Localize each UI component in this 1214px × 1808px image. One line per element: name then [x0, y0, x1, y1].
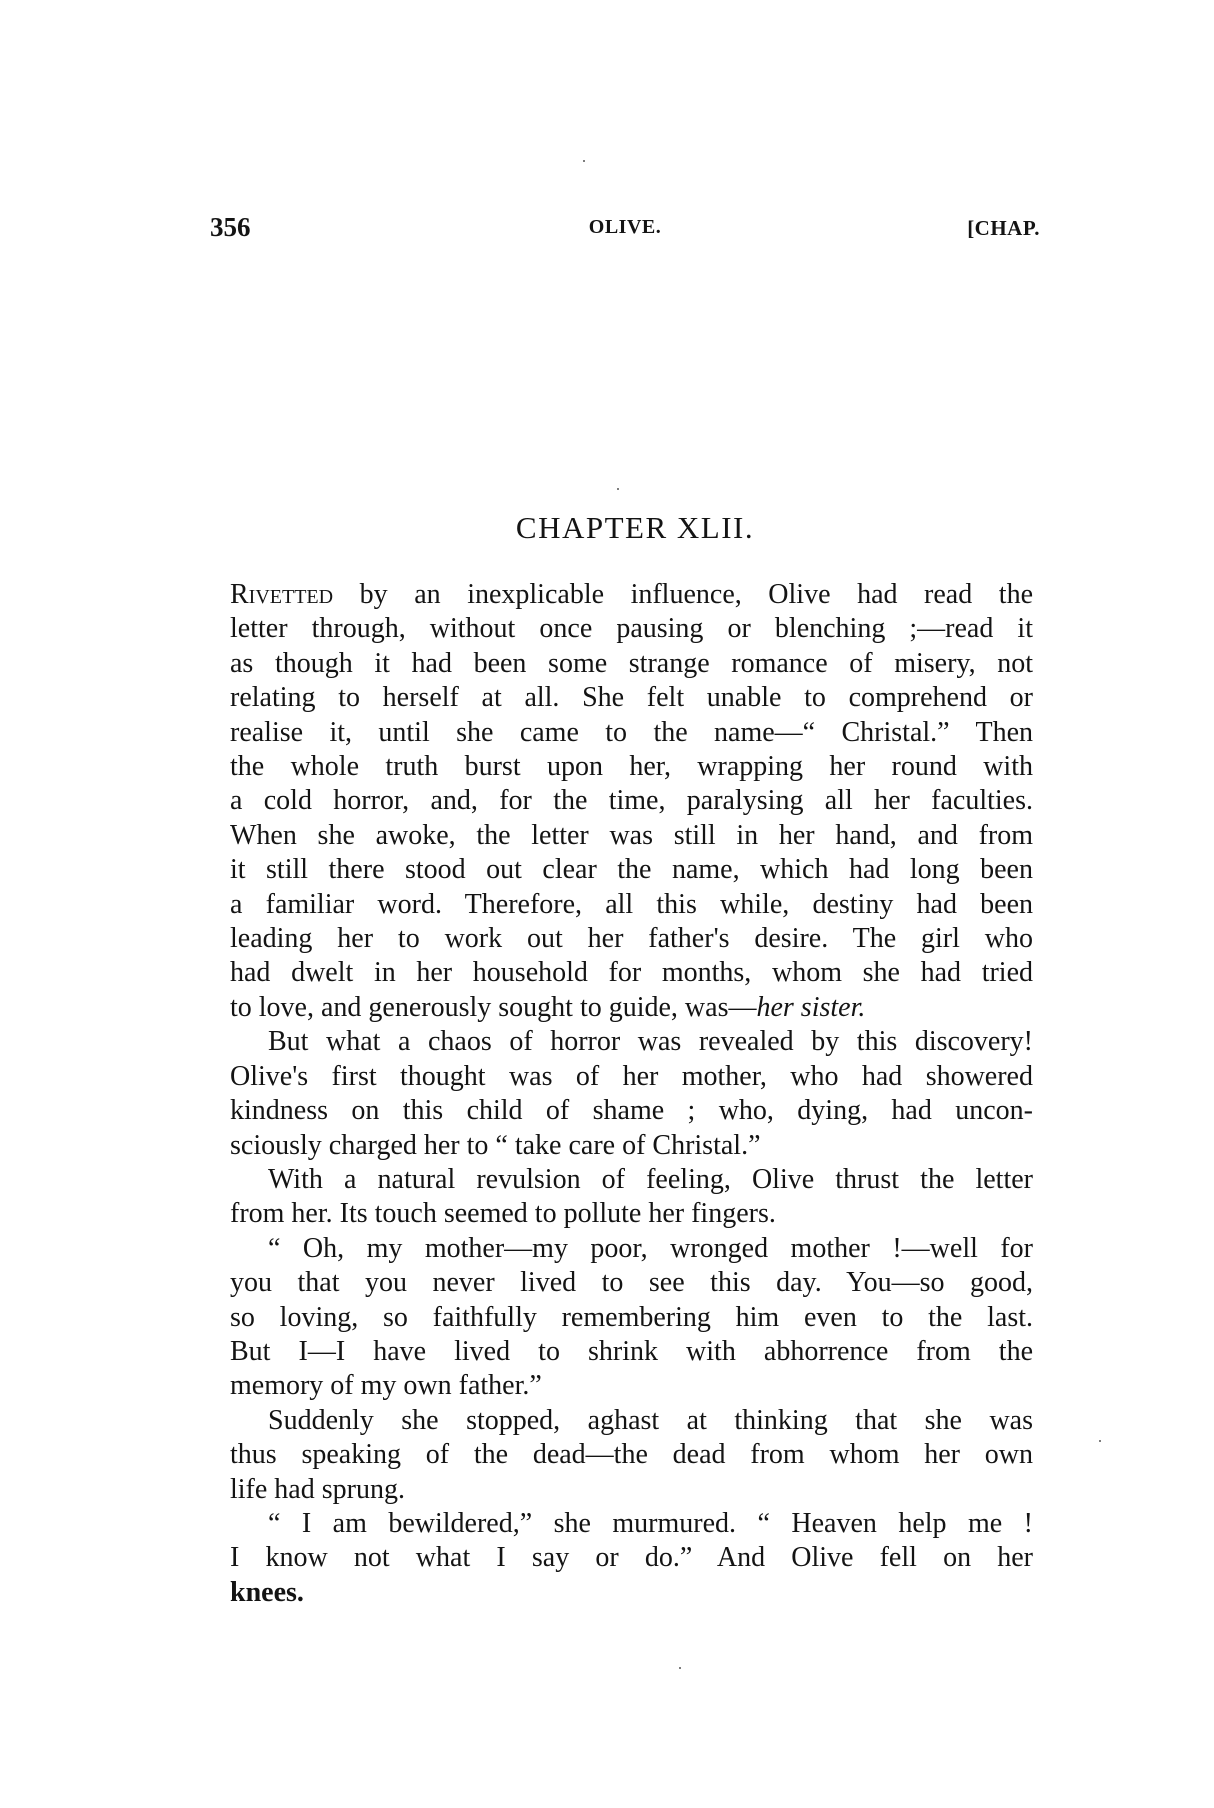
text-line: leading her to work out her father's desire. The girl who	[230, 923, 1033, 955]
text-line: “ Oh, my mother—my poor, wronged mother !—well for	[268, 1232, 1033, 1264]
opening-word: Rivetted	[230, 579, 334, 610]
text-line: But what a chaos of horror was revealed by this discovery!	[268, 1026, 1033, 1058]
text-line: “ I am bewildered,” she murmured. “ Heaven help me !	[268, 1507, 1033, 1539]
text-line: With a natural revulsion of feeling, Olive thrust the letter	[268, 1163, 1033, 1195]
page-number: 356	[210, 212, 251, 242]
paragraph-4	[230, 1232, 1033, 1404]
text-line: it still there stood out clear the name, which had long been	[230, 854, 1033, 886]
text-line: But I—I have lived to shrink with abhorrence from the	[230, 1335, 1033, 1367]
paragraph-6	[230, 1507, 1033, 1610]
print-speck	[679, 1667, 681, 1669]
paragraph-1	[230, 578, 1033, 1025]
running-head	[210, 212, 1040, 252]
running-chapter-mark: [CHAP.	[967, 216, 1040, 240]
paragraph-3	[230, 1163, 1033, 1232]
body-text	[230, 578, 1033, 1610]
text-line: had dwelt in her household for months, whom she had tried	[230, 957, 1033, 989]
paragraph-5	[230, 1404, 1033, 1507]
text-line: letter through, without once pausing or blenching ;—read it	[230, 613, 1033, 645]
text-line: as though it had been some strange romance of misery, not	[230, 647, 1033, 679]
text-line: life had sprung.	[230, 1473, 405, 1505]
text-line: from her. Its touch seemed to pollute her fingers.	[230, 1198, 776, 1230]
text-line: a cold horror, and, for the time, paralysing all her faculties.	[230, 785, 1033, 817]
text-line: kindness on this child of shame ; who, dying, had uncon-	[230, 1095, 1033, 1127]
print-speck	[617, 488, 619, 490]
print-speck	[1099, 1440, 1101, 1442]
text-line: to love, and generously sought to guide, was—her sister.	[230, 991, 866, 1023]
text-line: Rivetted by an inexplicable influence, Olive had read the	[230, 579, 1033, 610]
text-line: knees.	[230, 1576, 304, 1608]
text-line: Suddenly she stopped, aghast at thinking that she was	[268, 1404, 1033, 1436]
text-line: you that you never lived to see this day. You—so good,	[230, 1267, 1033, 1299]
chapter-heading: CHAPTER XLII.	[515, 510, 755, 545]
text-line: Olive's first thought was of her mother, who had showered	[230, 1060, 1033, 1092]
text-line: thus speaking of the dead—the dead from whom her own	[230, 1439, 1033, 1471]
text-line: sciously charged her to “ take care of Christal.”	[230, 1129, 761, 1161]
text-line: a familiar word. Therefore, all this while, destiny had been	[230, 888, 1033, 920]
text-line: so loving, so faithfully remembering him even to the last.	[230, 1301, 1033, 1333]
running-title: OLIVE.	[588, 216, 662, 238]
text-line: realise it, until she came to the name—“ Christal.” Then	[230, 716, 1033, 748]
text-line: I know not what I say or do.” And Olive fell on her	[230, 1542, 1033, 1574]
text-line: relating to herself at all. She felt unable to comprehend or	[230, 682, 1033, 714]
emphasis: her sister.	[756, 991, 866, 1023]
text-line: memory of my own father.”	[230, 1370, 542, 1402]
print-speck	[583, 160, 585, 162]
paragraph-2	[230, 1025, 1033, 1163]
text-line: the whole truth burst upon her, wrapping her round with	[230, 751, 1033, 783]
text-line: When she awoke, the letter was still in her hand, and from	[230, 819, 1033, 851]
